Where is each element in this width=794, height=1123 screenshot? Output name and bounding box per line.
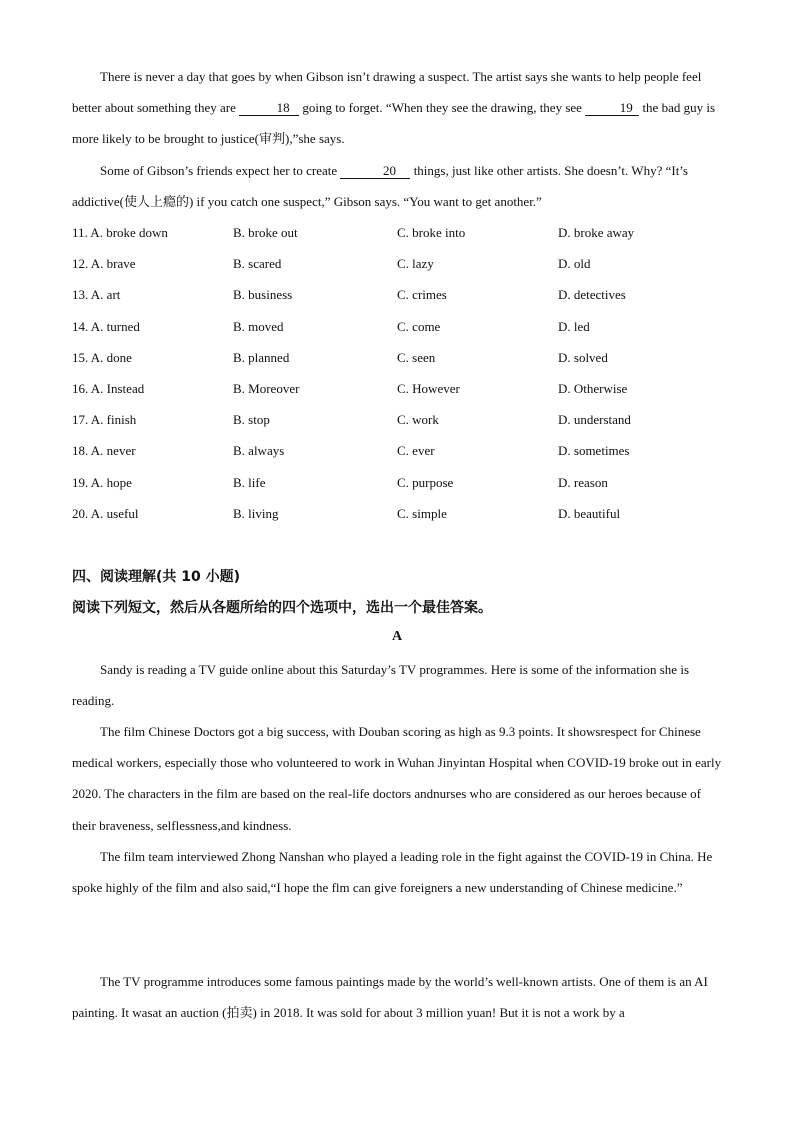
answer-options (72, 217, 724, 529)
option-row (72, 217, 724, 248)
option-a: 18. A. never (72, 443, 136, 459)
option-d: D. detectives (558, 287, 626, 303)
option-b: B. scared (233, 256, 282, 272)
option-c: C. work (397, 412, 439, 428)
option-row (72, 342, 724, 373)
option-row (72, 467, 724, 498)
paragraph-text: There is never a day that goes by when Gibson isn’t drawing a suspect. The artist says she wants to help people feel better about something they are (72, 69, 702, 116)
option-row (72, 498, 724, 529)
option-a: 17. A. finish (72, 412, 137, 428)
blank-18: 18 (239, 101, 299, 116)
option-c: C. seen (397, 349, 436, 365)
option-row (72, 279, 724, 310)
option-c: C. crimes (397, 287, 447, 303)
option-b: B. planned (233, 349, 290, 365)
option-d: D. led (558, 318, 590, 334)
option-a: 12. A. brave (72, 256, 136, 272)
option-a: 20. A. useful (72, 505, 139, 521)
blank-20: 20 (340, 164, 410, 179)
option-b: B. business (233, 287, 293, 303)
option-d: D. understand (558, 412, 631, 428)
paragraph-text: going to forget. “When they see the drawing, they see (299, 100, 586, 116)
option-a: 11. A. broke down (72, 225, 168, 240)
option-d: D. solved (558, 349, 608, 365)
passage-paragraph-4: The TV programme introduces some famous paintings made by the world’s well-known artists. One of them is an AI painting. It wasat an auction (拍卖) in 2018. It was sold for about 3 million yuan! But it is not a work by a (72, 974, 708, 1021)
option-c: C. simple (397, 505, 447, 521)
option-d: D. old (558, 256, 591, 272)
option-b: B. Moreover (233, 380, 300, 396)
option-a: 14. A. turned (72, 318, 140, 334)
option-d: D. beautiful (558, 505, 621, 521)
passage-paragraph-3: The film team interviewed Zhong Nanshan who played a leading role in the fight against the COVID-19 in China. He spoke highly of the film and also said,“I hope the flm can give foreigners a new understanding of Chinese medicine.” (72, 849, 713, 896)
cloze-paragraph-1 (72, 61, 724, 155)
option-c: C. lazy (397, 256, 434, 272)
option-b: B. stop (233, 412, 270, 428)
option-a: 15. A. done (72, 349, 132, 365)
option-row (72, 311, 724, 342)
paragraph-text: things, just like other artists. She doesn’t. Why? “It’s addictive(使人上瘾的) if you catch one suspect,” Gibson says. “You want to get another.” (72, 163, 688, 210)
option-a: 19. A. hope (72, 474, 132, 490)
section-instruction: 阅读下列短文，然后从各题所给的四个选项中，选出一个最佳答案。 (72, 600, 492, 616)
section-title: 四、阅读理解(共 10 小题) (72, 569, 241, 585)
option-b: B. moved (233, 318, 284, 334)
option-c: C. purpose (397, 474, 454, 490)
option-row (72, 404, 724, 435)
option-row (72, 435, 724, 466)
option-b: B. broke out (233, 225, 298, 240)
option-row (72, 373, 724, 404)
cloze-paragraph-2 (72, 155, 724, 217)
paragraph-text: Some of Gibson’s friends expect her to create (100, 163, 341, 178)
option-c: C. broke into (397, 225, 466, 240)
option-c: C. However (397, 380, 460, 396)
passage-letter: A (391, 629, 403, 644)
option-a: 13. A. art (72, 287, 121, 303)
option-b: B. life (233, 474, 266, 490)
option-row (72, 248, 724, 279)
option-a: 16. A. Instead (72, 380, 145, 396)
paragraph-text: the bad guy is more likely to be brought to justice(审判),”she says. (72, 100, 716, 147)
option-c: C. come (397, 318, 441, 334)
option-d: D. broke away (558, 225, 635, 240)
option-b: B. living (233, 505, 279, 521)
passage-paragraph-2: The film Chinese Doctors got a big success, with Douban scoring as high as 9.3 points. It showsrespect for Chinese medical workers, especially those who volunteered to work in Wuhan Jinyintan Hospital when COVID-19 broke out in early 2020. The characters in the film are based on the real-life doctors andnurses who are considered as our heroes because of their braveness, selflessness,and kindness. (72, 724, 722, 833)
passage-paragraph-1: Sandy is reading a TV guide online about this Saturday’s TV programmes. Here is some of the information she is reading. (72, 662, 689, 709)
option-d: D. reason (558, 474, 608, 490)
option-b: B. always (233, 443, 285, 459)
option-d: D. Otherwise (558, 380, 628, 396)
option-c: C. ever (397, 443, 435, 459)
blank-19: 19 (585, 101, 639, 116)
option-d: D. sometimes (558, 443, 630, 459)
